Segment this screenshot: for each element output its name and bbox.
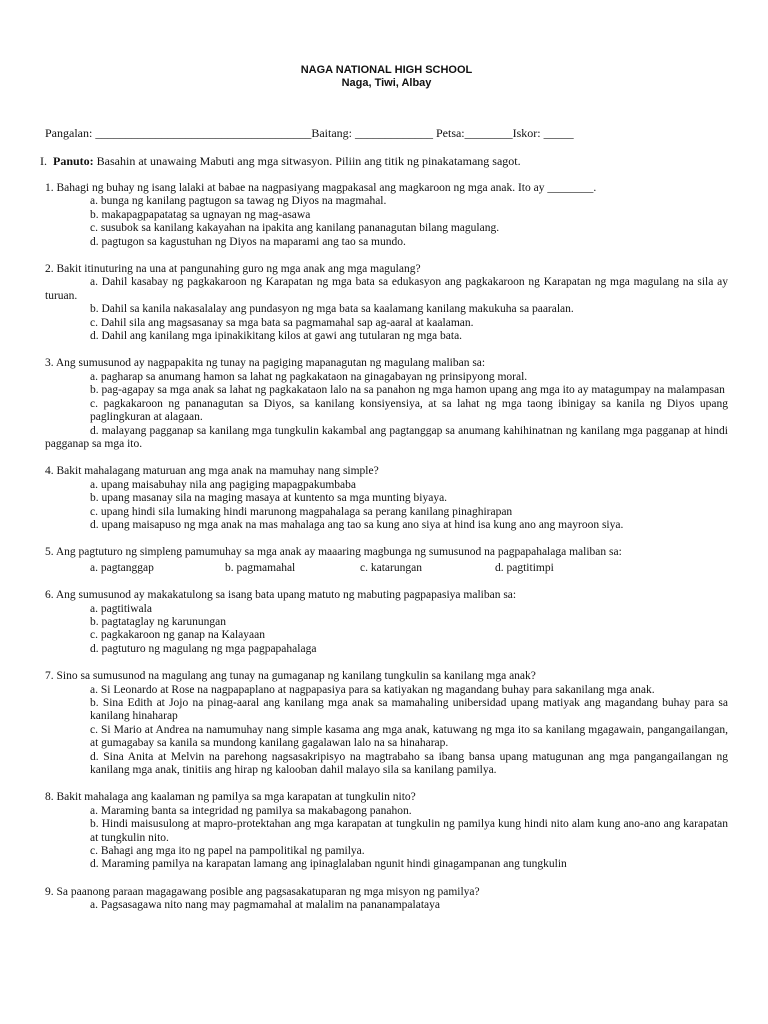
question-stem: 5. Ang pagtuturo ng simpleng pamumuhay sa mga anak ay maaaring magbunga ng sumusunod na pagpapahalaga maliban sa: (45, 546, 622, 559)
document-header (45, 64, 728, 90)
option-d: d. pagtuturo ng magulang ng mga pagpapahalaga (90, 642, 317, 655)
option-c: c. Dahil sila ang magsasanay sa mga bata sa pagmamahal sap ag-aaral at kaalaman. (90, 316, 474, 329)
option-a: a. upang maisabuhay nila ang pagiging mapagpakumbaba (90, 478, 357, 491)
question-stem: 8. Bakit mahalaga ang kaalaman ng pamilya sa mga karapatan at tungkulin nito? (45, 791, 416, 804)
option-c: c. katarungan (360, 561, 422, 574)
option-d: d. pagtitimpi (495, 561, 554, 574)
option-b: b. Sina Edith at Jojo na pinag-aaral ang kanilang mga anak sa mamahaling unibersidad upang matiyak ang magandang buhay para sa kanilang hinaharap (90, 697, 728, 723)
option-b: b. pagtataglay ng karunungan (90, 615, 227, 628)
question-stem: 2. Bakit itinuturing na una at pangunahing guro ng mga anak ang mga magulang? (45, 263, 421, 276)
question-6 (45, 589, 728, 656)
inline-options (45, 562, 728, 575)
question-9 (45, 886, 728, 913)
question-1 (45, 182, 728, 249)
question-3 (45, 357, 728, 451)
question-stem: 6. Ang sumusunod ay makakatulong sa isang bata upang matuto ng mabuting pagpapasiya maliban sa: (45, 589, 517, 602)
question-4 (45, 465, 728, 532)
option-c: c. pagkakaroon ng ganap na Kalayaan (90, 629, 265, 642)
question-stem: 3. Ang sumusunod ay nagpapakita ng tunay na pagiging mapanagutan ng magulang maliban sa: (45, 357, 486, 370)
option-a: a. pagtanggap (90, 561, 154, 574)
question-stem: 1. Bahagi ng buhay ng isang lalaki at babae na nagpasiyang magpakasal ang magkaroon ng mga anak. Ito ay ________. (45, 182, 597, 194)
option-d: d. Sina Anita at Melvin na parehong nagsasakripisyo na magtrabaho sa ibang bansa upang matugunan ang mga pangangailangan ng kanilang mga anak, tinitiis ang hirap ng kalooban dahil malayo sila sa kanilang pamilya. (90, 750, 728, 777)
option-c: c. Bahagi ang mga ito ng papel na pampolitikal ng pamilya. (90, 845, 365, 858)
option-d: d. malayang pagganap sa kanilang mga tungkulin kakambal ang pagtanggap sa anumang kahihinatnan ng kanilang mga pagganap at hindi pagganap sa mga ito. (45, 424, 728, 450)
option-d: d. Dahil ang kanilang mga ipinakikitang kilos at gawi ang tutularan ng mga bata. (90, 330, 463, 343)
instruction (40, 154, 728, 168)
option-c: c. susubok sa kanilang kakayahan na ipakita ang kanilang pananagutan bilang magulang. (90, 222, 500, 235)
question-8 (45, 791, 728, 871)
option-c: c. upang hindi sila lumaking hindi marunong magpahalaga sa perang kanilang pinaghirapan (90, 505, 513, 518)
question-stem: 4. Bakit mahalagang maturuan ang mga anak na mamuhay nang simple? (45, 465, 379, 478)
question-2 (45, 263, 728, 343)
student-info-line: Pangalan: ____________________________________Baitang: _____________ Petsa:________Iskor: _____ (45, 126, 574, 140)
option-a: a. Dahil kasabay ng pagkakaroon ng Karapatan ng mga bata sa edukasyon ang pagkakaroon ng Karapatan ng mga magulang na sila ay turuan. (45, 276, 728, 302)
question-5 (45, 546, 728, 575)
school-location: Naga, Tiwi, Albay (341, 77, 432, 89)
option-c: c. pagkakaroon ng pananagutan sa Diyos, sa kanilang konsiyensiya, at sa lahat ng mga taong ibinigay sa kanila ng Diyos upang paglingkuran at alagaan. (90, 397, 728, 424)
option-a: a. Si Leonardo at Rose na nagpapaplano at nagpapasiya para sa katiyakan ng magandang buhay para sakanilang mga anak. (90, 683, 655, 696)
option-d: d. upang maisapuso ng mga anak na mas mahalaga ang tao sa kung ano siya at hind isa kung ano ang mayroon siya. (90, 518, 624, 531)
instruction-label: Panuto: (53, 154, 94, 168)
option-b: b. pag-agapay sa mga anak sa lahat ng pagkakataon lalo na sa panahon ng mga hamon upang ang mga ito ay matagumpay na malampasan (90, 384, 725, 397)
option-a: a. pagtitiwala (90, 602, 152, 615)
option-b: b. Hindi maisusulong at mapro-protektahan ang mga karapatan at tungkulin ng pamilya kung hindi nito alam kung ano-ano ang karapatan at tungkulin nito. (90, 818, 728, 844)
question-stem: 9. Sa paanong paraan magagawang posible ang pagsasakatuparan ng mga misyon ng pamilya? (45, 885, 480, 898)
option-a: a. Pagsasagawa nito nang may pagmamahal at malalim na pananampalataya (90, 899, 440, 912)
instruction-text: Basahin at unawaing Mabuti ang mga sitwasyon. Piliin ang titik ng pinakatamang sagot. (93, 154, 521, 168)
option-b: b. pagmamahal (225, 561, 296, 574)
option-d: d. pagtugon sa kagustuhan ng Diyos na maparami ang tao sa mundo. (90, 235, 406, 248)
option-a: a. Maraming banta sa integridad ng pamilya sa makabagong panahon. (90, 804, 412, 817)
school-name: NAGA NATIONAL HIGH SCHOOL (300, 64, 473, 76)
section-number: I. (40, 154, 47, 168)
question-stem: 7. Sino sa sumusunod na magulang ang tunay na gumaganap ng kanilang tungkulin sa kanilang mga anak? (45, 670, 536, 683)
option-a: a. bunga ng kanilang pagtugon sa tawag ng Diyos na magmahal. (90, 195, 387, 208)
option-a: a. pagharap sa anumang hamon sa lahat ng pagkakataon na ginagabayan ng prinsipyong moral. (90, 370, 528, 383)
option-b: b. upang masanay sila na maging masaya at kuntento sa mga munting biyaya. (90, 492, 448, 505)
option-d: d. Maraming pamilya na karapatan lamang ang ipinaglalaban ngunit hindi ginagampanan ang tungkulin (90, 858, 567, 871)
option-b: b. Dahil sa kanila nakasalalay ang pundasyon ng mga bata sa kaalamang kanilang makukuha sa paaralan. (90, 303, 574, 316)
option-b: b. makapagpapatatag sa ugnayan ng mag-asawa (90, 208, 311, 221)
option-c: c. Si Mario at Andrea na namumuhay nang simple kasama ang mga anak, katuwang ng mga ito sa kanilang mgagawain, pangangailangan, at gumagabay sa kanila sa mundong kanilang gagalawan lalo na sa hinaharap. (90, 723, 728, 750)
question-7 (45, 670, 728, 777)
